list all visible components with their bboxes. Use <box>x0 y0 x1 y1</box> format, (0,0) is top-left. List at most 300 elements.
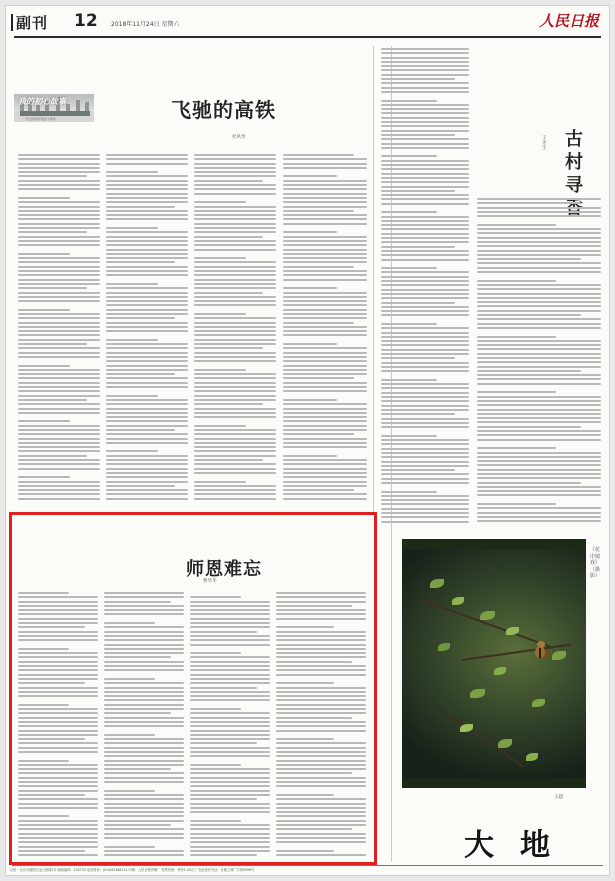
text-line <box>381 482 469 484</box>
text-line <box>283 455 337 457</box>
text-line <box>18 339 100 341</box>
text-line <box>106 360 188 362</box>
text-line <box>190 712 270 714</box>
text-line <box>381 284 469 286</box>
text-line <box>190 652 241 654</box>
text-line <box>381 521 469 523</box>
text-line <box>477 383 601 385</box>
text-line <box>194 231 276 233</box>
text-line <box>18 699 98 701</box>
text-line <box>381 276 469 278</box>
text-line <box>276 605 352 607</box>
text-line <box>104 846 155 848</box>
text-line <box>283 446 367 448</box>
column-head-banner <box>14 94 94 122</box>
text-line <box>283 442 367 444</box>
text-line <box>18 760 69 762</box>
text-line <box>276 837 366 839</box>
article-title-gucun: 古村寻 <box>565 129 583 196</box>
text-line <box>18 807 98 809</box>
newspaper-page <box>6 6 609 875</box>
text-line <box>18 691 98 693</box>
page-header <box>14 12 601 38</box>
text-line <box>283 326 367 328</box>
text-line <box>283 476 367 478</box>
text-line <box>194 476 276 478</box>
text-line <box>18 322 100 324</box>
text-line <box>283 339 367 341</box>
text-line <box>18 674 98 676</box>
text-line <box>477 211 601 213</box>
text-line <box>18 347 100 349</box>
text-line <box>477 452 601 454</box>
text-line <box>477 336 556 338</box>
text-line <box>194 270 276 272</box>
text-line <box>104 798 184 800</box>
text-line <box>276 699 366 701</box>
text-line <box>106 433 188 435</box>
text-line <box>18 317 100 319</box>
text-line <box>381 370 469 372</box>
text-line <box>283 197 367 199</box>
text-line <box>104 652 184 654</box>
text-line <box>194 408 276 410</box>
text-line <box>381 443 469 445</box>
text-line <box>381 271 469 273</box>
text-line <box>477 219 601 221</box>
text-line <box>106 175 188 177</box>
text-line <box>381 125 469 127</box>
text-line <box>190 815 270 817</box>
text-line <box>276 596 366 598</box>
text-line <box>194 373 276 375</box>
supplement-title-dadi: 大地 <box>464 828 576 863</box>
text-line <box>104 837 184 839</box>
text-line <box>18 420 70 422</box>
text-line <box>104 712 171 714</box>
text-line <box>283 171 367 173</box>
text-line <box>276 669 366 671</box>
text-line <box>283 395 367 397</box>
text-line <box>381 61 469 63</box>
text-line <box>190 803 270 805</box>
text-line <box>381 117 469 119</box>
text-line <box>18 476 70 478</box>
text-line <box>194 442 276 444</box>
text-line <box>194 193 276 195</box>
text-line <box>18 283 100 285</box>
text-line <box>194 438 276 440</box>
text-line <box>381 473 469 475</box>
text-line <box>106 210 188 212</box>
text-line <box>283 472 367 474</box>
text-line <box>283 347 367 349</box>
text-line <box>106 214 188 216</box>
text-line <box>283 309 367 311</box>
article-text-gucun <box>477 198 601 528</box>
text-line <box>477 443 601 445</box>
text-line <box>18 764 98 766</box>
text-line <box>190 794 270 796</box>
text-line <box>283 356 367 358</box>
text-line <box>104 665 184 667</box>
text-line <box>276 618 366 620</box>
text-line <box>477 520 601 522</box>
text-line <box>477 207 601 209</box>
text-line <box>283 287 337 289</box>
text-line <box>283 377 354 379</box>
text-line <box>18 193 100 195</box>
text-line <box>283 438 367 440</box>
text-line <box>18 231 87 233</box>
text-line <box>194 154 276 156</box>
text-line <box>283 399 337 401</box>
text-line <box>381 82 469 84</box>
text-line <box>18 790 98 792</box>
text-line <box>276 833 366 835</box>
text-line <box>381 280 469 282</box>
text-line <box>106 171 158 173</box>
text-line <box>276 824 366 826</box>
text-line <box>104 751 184 753</box>
text-line <box>283 481 367 483</box>
text-line <box>194 201 246 203</box>
text-line <box>194 468 276 470</box>
text-line <box>283 343 337 345</box>
text-line <box>18 266 100 268</box>
text-line <box>104 833 184 835</box>
column-tag: 我的初心故事 <box>18 97 66 106</box>
text-line <box>106 481 188 483</box>
text-line <box>477 293 601 295</box>
text-line <box>194 261 276 263</box>
text-line <box>283 236 367 238</box>
text-line <box>190 747 270 749</box>
text-line <box>190 785 270 787</box>
text-line <box>190 734 270 736</box>
text-line <box>18 751 98 753</box>
text-line <box>194 489 276 491</box>
text-line <box>18 270 100 272</box>
text-line <box>381 134 455 136</box>
text-line <box>381 426 469 428</box>
text-line <box>18 631 98 633</box>
text-line <box>283 386 367 388</box>
text-line <box>18 639 98 641</box>
text-line <box>283 206 367 208</box>
text-line <box>18 669 98 671</box>
text-line <box>477 396 601 398</box>
text-line <box>104 631 184 633</box>
text-line <box>276 687 366 689</box>
text-line <box>18 644 98 646</box>
text-line <box>381 340 469 342</box>
article-text-shien <box>190 592 270 860</box>
text-line <box>194 386 276 388</box>
article-title-shien: 师恩难忘 <box>186 559 262 580</box>
text-line <box>104 648 184 650</box>
text-line <box>104 820 184 822</box>
text-line <box>18 261 100 263</box>
article-byline-gucun: 王见生 <box>542 136 547 151</box>
text-line <box>194 223 276 225</box>
text-line <box>18 472 100 474</box>
text-line <box>477 374 601 376</box>
text-line <box>190 828 270 830</box>
text-line <box>104 725 184 727</box>
text-line <box>18 446 100 448</box>
text-line <box>190 678 270 680</box>
text-line <box>381 495 469 497</box>
text-line <box>18 227 100 229</box>
text-line <box>104 730 184 732</box>
text-line <box>381 310 469 312</box>
text-line <box>190 751 270 753</box>
text-line <box>477 198 601 200</box>
text-line <box>381 306 469 308</box>
text-line <box>381 65 469 67</box>
text-line <box>477 228 601 230</box>
text-line <box>18 833 98 835</box>
text-line <box>477 353 601 355</box>
text-line <box>190 674 270 676</box>
text-line <box>381 297 469 299</box>
text-line <box>276 815 366 817</box>
text-line <box>276 704 366 706</box>
text-line <box>106 416 188 418</box>
text-line <box>106 382 188 384</box>
text-line <box>381 91 469 93</box>
text-line <box>106 193 188 195</box>
text-line <box>18 730 98 732</box>
text-line <box>276 747 366 749</box>
text-line <box>477 344 601 346</box>
text-line <box>106 292 188 294</box>
text-line <box>381 452 469 454</box>
text-line <box>283 274 367 276</box>
text-line <box>381 332 469 334</box>
text-line <box>477 275 601 277</box>
text-line <box>190 764 241 766</box>
text-line <box>104 704 184 706</box>
text-line <box>381 512 469 514</box>
text-line <box>381 250 469 252</box>
text-line <box>283 167 367 169</box>
text-line <box>18 734 98 736</box>
text-line <box>194 167 276 169</box>
text-line <box>106 455 188 457</box>
text-line <box>106 450 158 452</box>
text-line <box>104 815 184 817</box>
text-line <box>18 158 100 160</box>
text-line <box>18 811 98 813</box>
text-line <box>18 498 100 500</box>
text-line <box>194 339 276 341</box>
column-subtitle: 纪念改革开放四十周年 <box>26 117 57 121</box>
text-line <box>381 186 469 188</box>
text-line <box>106 206 175 208</box>
text-line <box>283 459 367 461</box>
text-line <box>104 721 184 723</box>
text-line <box>276 820 366 822</box>
squirrel-figure <box>533 640 549 660</box>
text-line <box>104 811 184 813</box>
photo-author: 王超 <box>554 795 563 800</box>
text-line <box>283 214 367 216</box>
text-line <box>381 52 469 54</box>
text-line <box>18 777 98 779</box>
article-byline-shien: 曹华华 <box>203 579 217 584</box>
text-line <box>381 336 469 338</box>
text-line <box>106 472 188 474</box>
text-line <box>18 747 98 749</box>
text-line <box>18 180 100 182</box>
text-line <box>381 228 469 230</box>
text-line <box>190 820 241 822</box>
text-line <box>381 387 469 389</box>
text-line <box>381 448 469 450</box>
text-line <box>381 344 469 346</box>
text-line <box>477 314 581 316</box>
text-line <box>276 682 334 684</box>
text-line <box>283 403 367 405</box>
text-line <box>381 78 455 80</box>
text-line <box>104 734 155 736</box>
text-line <box>18 656 98 658</box>
text-line <box>104 601 171 603</box>
text-line <box>18 408 100 410</box>
text-line <box>104 613 184 615</box>
text-line <box>477 490 601 492</box>
text-line <box>18 815 69 817</box>
text-line <box>106 184 188 186</box>
text-line <box>106 188 188 190</box>
text-line <box>194 171 276 173</box>
text-line <box>381 461 469 463</box>
article-text-shien <box>18 592 98 860</box>
text-line <box>283 330 367 332</box>
text-line <box>18 596 98 598</box>
page-number: 12 <box>74 11 98 31</box>
text-line <box>190 704 270 706</box>
text-line <box>477 378 601 380</box>
text-line <box>477 327 601 329</box>
text-line <box>18 850 85 852</box>
text-line <box>381 168 469 170</box>
nature-photo <box>402 539 586 788</box>
text-line <box>477 387 601 389</box>
text-line <box>283 373 367 375</box>
text-line <box>190 755 270 757</box>
text-line <box>106 373 175 375</box>
text-line <box>381 323 437 325</box>
article-text-shien <box>104 592 184 860</box>
text-line <box>106 442 188 444</box>
text-line <box>477 331 601 333</box>
text-line <box>18 781 98 783</box>
text-line <box>106 249 188 251</box>
text-line <box>194 218 276 220</box>
text-line <box>276 674 366 676</box>
text-line <box>381 491 437 493</box>
text-line <box>106 429 175 431</box>
text-line <box>104 760 184 762</box>
text-line <box>477 391 556 393</box>
text-line <box>104 609 184 611</box>
text-line <box>283 365 367 367</box>
text-line <box>190 631 257 633</box>
text-line <box>18 365 70 367</box>
text-line <box>104 742 184 744</box>
text-line <box>381 57 469 59</box>
text-line <box>283 218 367 220</box>
text-line <box>104 699 184 701</box>
text-line <box>194 296 276 298</box>
text-line <box>283 420 367 422</box>
text-line <box>18 481 100 483</box>
text-line <box>18 661 98 663</box>
text-line <box>477 486 601 488</box>
text-line <box>477 262 601 264</box>
text-line <box>194 244 276 246</box>
text-line <box>106 201 188 203</box>
text-line <box>18 382 100 384</box>
text-line <box>18 244 100 246</box>
text-line <box>477 250 601 252</box>
text-line <box>106 408 188 410</box>
text-line <box>194 347 263 349</box>
text-line <box>106 244 188 246</box>
text-line <box>283 382 367 384</box>
text-line <box>104 669 184 671</box>
text-line <box>190 854 257 856</box>
text-line <box>18 223 100 225</box>
text-line <box>106 412 188 414</box>
text-line <box>381 190 455 192</box>
text-line <box>477 215 601 217</box>
text-line <box>381 314 469 316</box>
photo-caption: 《花中嬉戏》（摄影） <box>590 547 601 579</box>
text-line <box>106 296 188 298</box>
text-line <box>283 279 367 281</box>
text-line <box>381 435 437 437</box>
text-line <box>276 751 366 753</box>
text-line <box>477 464 601 466</box>
text-line <box>381 353 469 355</box>
text-line <box>381 177 469 179</box>
text-line <box>18 803 98 805</box>
text-line <box>283 313 367 315</box>
text-line <box>381 362 469 364</box>
text-line <box>194 485 276 487</box>
text-line <box>477 297 601 299</box>
text-line <box>194 330 276 332</box>
text-line <box>190 846 270 848</box>
text-line <box>477 404 601 406</box>
text-line <box>194 369 246 371</box>
text-line <box>18 249 100 251</box>
text-line <box>194 334 276 336</box>
text-line <box>194 274 276 276</box>
text-line <box>18 841 98 843</box>
text-line <box>276 755 366 757</box>
text-line <box>381 499 469 501</box>
text-line <box>283 433 354 435</box>
text-line <box>477 361 601 363</box>
text-line <box>381 508 469 510</box>
text-line <box>194 279 276 281</box>
text-line <box>190 777 270 779</box>
